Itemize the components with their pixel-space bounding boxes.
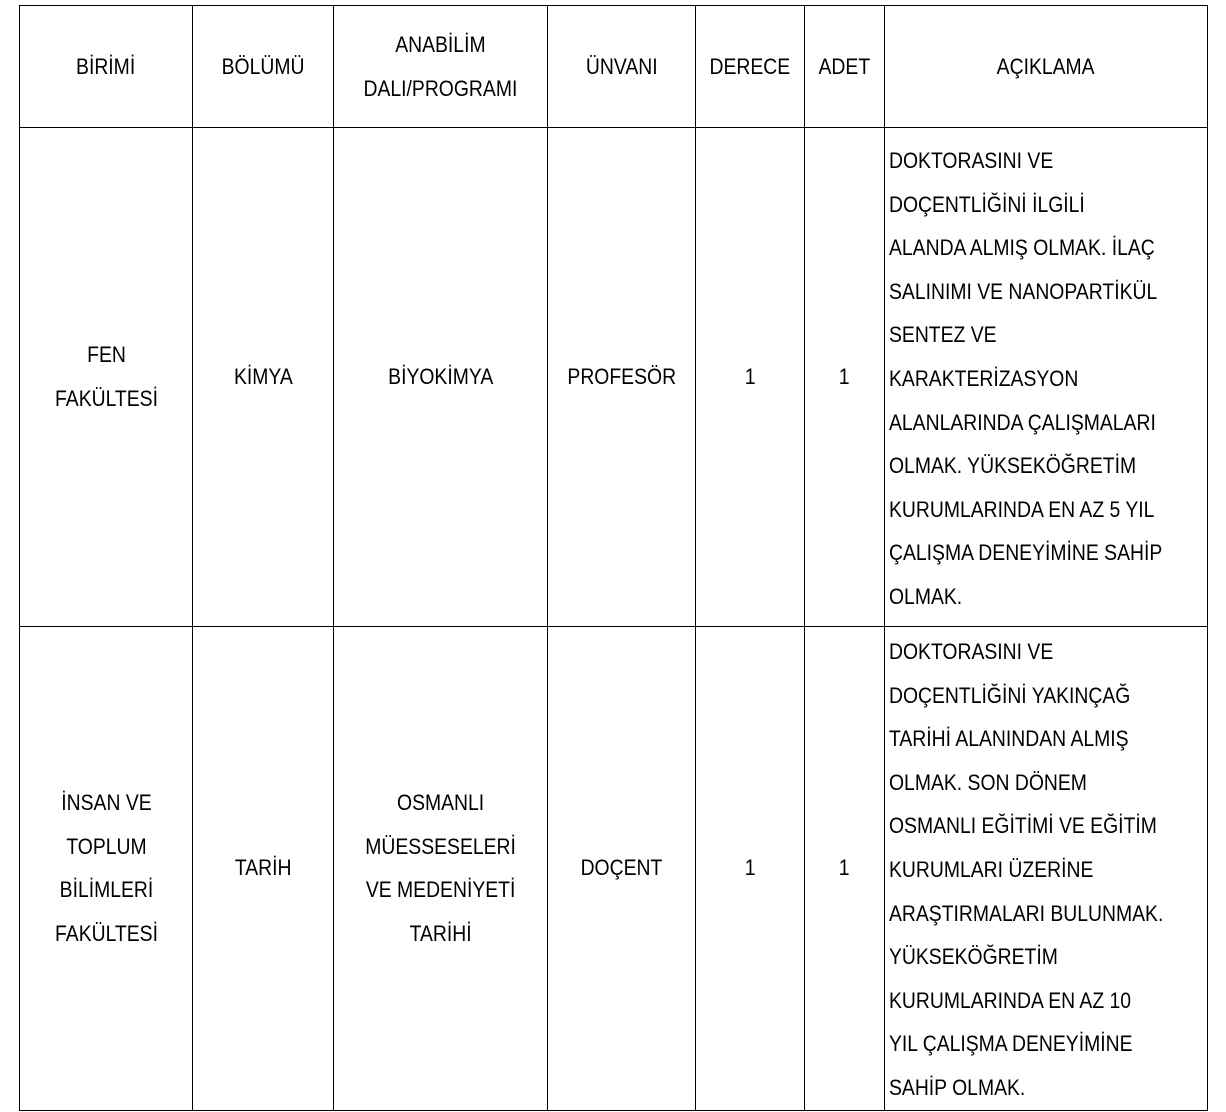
header-unvani: ÜNVANI [548, 6, 696, 128]
header-row [20, 6, 1208, 128]
table-row [20, 627, 1208, 1111]
cell-derece: 1 [696, 128, 805, 627]
table-row [20, 128, 1208, 627]
header-adet: ADET [805, 6, 885, 128]
cell-birimi: İNSAN VE TOPLUM BİLİMLERİ FAKÜLTESİ [20, 627, 193, 1111]
cell-adet: 1 [805, 128, 885, 627]
cell-derece: 1 [696, 627, 805, 1111]
header-derece: DERECE [696, 6, 805, 128]
cell-anabilim: BİYOKİMYA [334, 128, 548, 627]
academic-staff-table [19, 5, 1208, 1111]
cell-birimi: FEN FAKÜLTESİ [20, 128, 193, 627]
cell-unvani: DOÇENT [548, 627, 696, 1111]
cell-aciklama: DOKTORASINI VE DOÇENTLİĞİNİ İLGİLİ ALANDA ALMIŞ OLMAK. İLAÇ SALINIMI VE NANOPARTİKÜL SENTEZ VE KARAKTERİZASYON ALANLARINDA ÇALIŞMALARI OLMAK. YÜKSEKÖĞRETİM KURUMLARINDA EN AZ 5 YIL ÇALIŞMA DENEYİMİNE SAHİP OLMAK. [885, 128, 1208, 627]
cell-unvani: PROFESÖR [548, 128, 696, 627]
cell-bolumu: TARİH [193, 627, 334, 1111]
cell-anabilim: OSMANLI MÜESSESELERİ VE MEDENİYETİ TARİHİ [334, 627, 548, 1111]
cell-aciklama: DOKTORASINI VE DOÇENTLİĞİNİ YAKINÇAĞ TARİHİ ALANINDAN ALMIŞ OLMAK. SON DÖNEM OSMANLI EĞİTİMİ VE EĞİTİM KURUMLARI ÜZERİNE ARAŞTIRMALARI BULUNMAK. YÜKSEKÖĞRETİM KURUMLARINDA EN AZ 10 YIL ÇALIŞMA DENEYİMİNE SAHİP OLMAK. [885, 627, 1208, 1111]
header-anabilim: ANABİLİM DALI/PROGRAMI [334, 6, 548, 128]
header-bolumu: BÖLÜMÜ [193, 6, 334, 128]
cell-bolumu: KİMYA [193, 128, 334, 627]
cell-adet: 1 [805, 627, 885, 1111]
header-aciklama: AÇIKLAMA [885, 6, 1208, 128]
header-birimi: BİRİMİ [20, 6, 193, 128]
